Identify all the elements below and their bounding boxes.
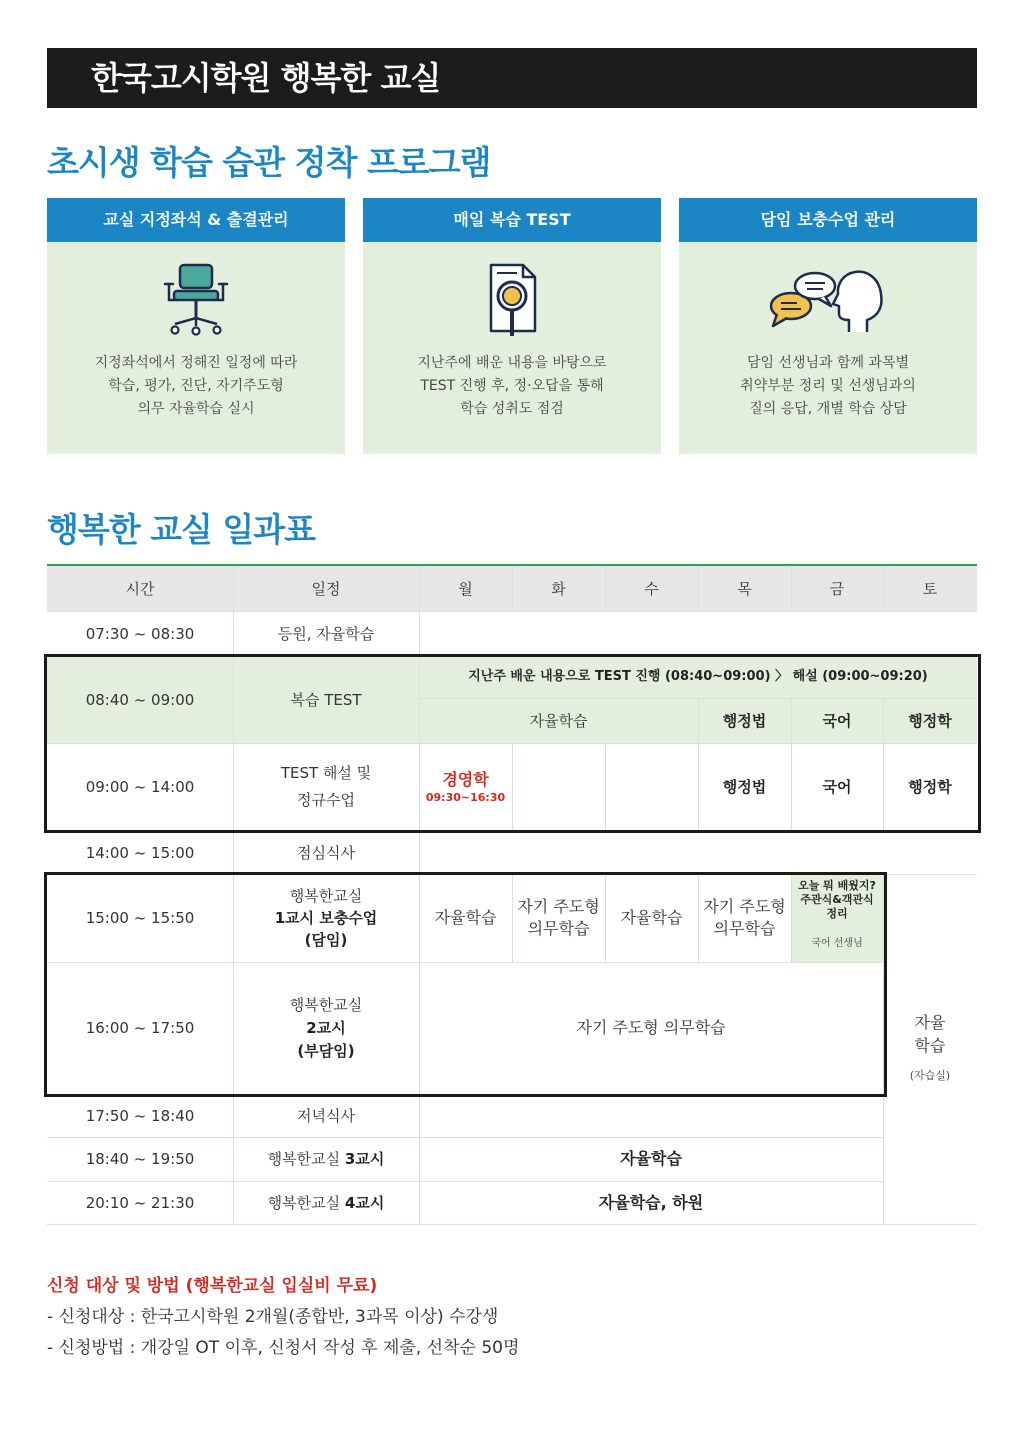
header-tue: 화: [551, 579, 566, 598]
row-time: 07:30 ~ 08:30: [85, 624, 195, 643]
saturday-self-study: [883, 874, 977, 1224]
saturday-label: 자율 학습: [914, 1013, 946, 1055]
subject-cell: 국어: [822, 778, 852, 796]
event-line: (부담임): [297, 1041, 355, 1060]
apply-target: - 신청대상 : 한국고시학원 2개월(종합반, 3과목 이상) 수강생: [47, 1307, 499, 1327]
row-event: [233, 1181, 419, 1224]
row-time: 08:40 ~ 09:00: [85, 690, 195, 709]
highlight-box-class: [44, 872, 887, 1097]
apply-method: - 신청방법 : 개강일 OT 이후, 신청서 작성 후 제출, 선착순 50명: [47, 1338, 520, 1358]
header-event: 일정: [311, 579, 341, 598]
header-time: 시간: [125, 579, 155, 598]
row-time: 20:10 ~ 21:30: [85, 1193, 195, 1212]
program-title: 초시생 학습 습관 정착 프로그램: [47, 143, 491, 182]
span-cell: 자율학습: [620, 1149, 682, 1168]
event-line: 2교시: [306, 1018, 346, 1037]
card-title: 매일 복습 TEST: [363, 198, 661, 242]
span-cell: 자율학습, 하원: [598, 1192, 704, 1212]
program-card-tutoring: [679, 198, 977, 454]
review-title: 오늘 뭐 배웠지? 주관식&객관식 정리: [798, 879, 876, 920]
program-card-test: [363, 198, 661, 454]
self-study-cell: 자율학습: [620, 908, 683, 927]
event-period: 3교시: [344, 1150, 385, 1168]
event-period: 4교시: [344, 1193, 385, 1212]
row-event: 저녁식사: [297, 1106, 355, 1125]
apply-title: 신청 대상 및 방법 (행복한교실 입실비 무료): [47, 1276, 378, 1296]
subject-cell: 행정학: [908, 778, 952, 796]
self-directed-cell: 자기 주도형 의무학습: [517, 897, 600, 938]
header-bar: [47, 48, 977, 108]
saturday-sub: (자습실): [909, 1069, 951, 1082]
card-title: 담임 보충수업 관리: [679, 198, 977, 242]
header-wed: 수: [644, 579, 659, 598]
schedule-title: 행복한 교실 일과표: [47, 510, 316, 549]
subject-cell: 국어: [822, 711, 852, 730]
event-line: 행복한교실: [289, 887, 363, 905]
subject-cell: 행정법: [722, 778, 767, 796]
subject-cell: 행정법: [722, 711, 767, 730]
row-time: 18:40 ~ 19:50: [85, 1150, 195, 1168]
event-line: 1교시 보충수업: [274, 909, 378, 927]
row-time: 09:00 ~ 14:00: [85, 778, 195, 796]
row-time: 14:00 ~ 15:00: [85, 843, 195, 862]
highlight-box-test: [44, 654, 981, 833]
self-study-cell: 자율학습: [529, 711, 588, 730]
row-event: TEST 해설 및 정규수업: [280, 764, 372, 809]
self-study-cell: 자율학습: [434, 908, 497, 927]
page-title: 한국고시학원 행복한 교실: [91, 59, 441, 97]
row-time: 15:00 ~ 15:50: [85, 909, 195, 927]
self-directed-cell: 자기 주도형 의무학습: [703, 897, 786, 938]
event-prefix: 행복한교실: [267, 1150, 345, 1168]
span-cell: 자기 주도형 의무학습: [576, 1018, 726, 1037]
header-sat: 토: [922, 579, 938, 598]
header-thu: 목: [737, 579, 752, 598]
lecture-subject: 경영학: [442, 770, 489, 789]
document-magnifier-icon: [477, 262, 547, 338]
event-line: (담임): [304, 931, 348, 949]
row-event: [233, 1137, 419, 1181]
card-description: 지난주에 배운 내용을 바탕으로 TEST 진행 후, 정·오답을 통해 학습 성취도 점검: [417, 355, 607, 417]
card-description: 담임 선생님과 함께 과목별 취약부분 정리 및 선생님과의 질의 응답, 개별 학습 상담: [740, 355, 916, 417]
row-time: 17:50 ~ 18:40: [85, 1106, 195, 1125]
row-event: 등원, 자율학습: [277, 624, 375, 643]
card-description: 지정좌석에서 정해진 일정에 따라 학습, 평가, 진단, 자기주도형 의무 자율학습 실시: [94, 355, 298, 417]
review-teacher: 국어 선생님: [811, 938, 863, 949]
header-fri: 금: [829, 579, 845, 598]
row-event: 복습 TEST: [290, 690, 362, 709]
card-title: 교실 지정좌석 & 출결관리: [47, 198, 345, 242]
consultation-chat-icon: [767, 262, 887, 338]
row-event: 점심식사: [297, 843, 355, 862]
subject-cell: 행정학: [908, 711, 952, 730]
program-card-seat: [47, 198, 345, 454]
header-mon: 월: [458, 579, 473, 598]
event-prefix: 행복한교실: [267, 1193, 345, 1212]
test-banner: 지난주 배운 내용으로 TEST 진행 (08:40~09:00) 〉 해설 (09:00~09:20): [468, 669, 928, 684]
event-line: 행복한교실: [289, 995, 363, 1014]
lecture-time: 09:30~16:30: [425, 791, 506, 804]
row-time: 16:00 ~ 17:50: [85, 1019, 195, 1037]
office-chair-icon: [161, 262, 231, 338]
